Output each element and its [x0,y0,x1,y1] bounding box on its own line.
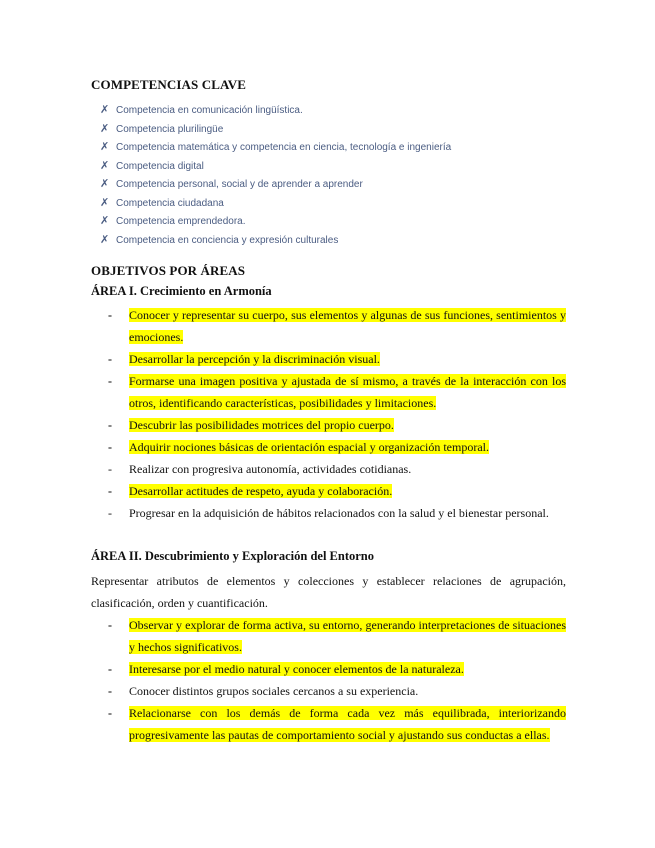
cross-mark-icon: ✗ [100,215,110,227]
competencia-item [100,231,451,250]
competencia-label: Competencia en conciencia y expresión culturales [116,234,339,246]
competencias-list [100,101,451,249]
competencia-label: Competencia matemática y competencia en ciencia, tecnología e ingeniería [116,142,452,153]
competencia-item [100,120,451,139]
competencia-item [100,175,451,194]
dash-marker: - [108,706,112,720]
competencia-item [100,212,451,231]
area2-list [108,614,566,746]
area1-list [108,304,566,524]
cross-mark-icon: ✗ [100,141,110,153]
list-item [108,680,566,702]
objective-text: Realizar con progresiva autonomía, actividades cotidianas. [129,462,412,476]
area2-title: ÁREA II. Descubrimiento y Exploración del Entorno [91,549,375,563]
dash-marker: - [108,662,112,676]
objective-text: Descubrir las posibilidades motrices del propio cuerpo. [129,418,394,432]
objective-text: Conocer distintos grupos sociales cercanos a su experiencia. [129,684,419,698]
objective-text: Progresar en la adquisición de hábitos relacionados con la salud y el bienestar personal. [129,506,549,520]
competencia-label: Competencia plurilingüe [116,123,224,135]
dash-marker: - [108,418,112,432]
list-item [108,370,566,414]
competencia-item [100,138,451,157]
cross-mark-icon: ✗ [100,196,110,209]
objetivos-heading: OBJETIVOS POR ÁREAS [91,263,246,278]
dash-marker: - [108,462,112,476]
list-item [108,614,566,658]
competencia-label: Competencia en comunicación lingüística. [116,105,303,116]
competencias-heading: COMPETENCIAS CLAVE [91,77,247,92]
competencia-label: Competencia personal, social y de aprender a aprender [116,179,363,190]
objective-text: Interesarse por el medio natural y conocer elementos de la naturaleza. [129,662,464,676]
dash-marker: - [108,484,112,498]
area1-title: ÁREA I. Crecimiento en Armonía [91,284,272,298]
area2-intro: Representar atributos de elementos y colecciones y establecer relaciones de agrupación, clasificación, orden y cuantificación. [91,574,566,610]
objective-text: Conocer y representar su cuerpo, sus elementos y algunas de sus funciones, sentimientos y emociones. [129,308,566,344]
list-item [108,436,566,458]
competencia-item [100,101,451,120]
dash-marker: - [108,352,112,366]
dash-marker: - [108,308,112,322]
competencia-label: Competencia digital [116,160,204,172]
dash-marker: - [108,374,112,388]
cross-mark-icon: ✗ [100,122,110,135]
list-item [108,480,566,502]
list-item [108,458,566,480]
cross-mark-icon: ✗ [100,159,110,172]
competencia-label: Competencia emprendedora. [116,216,246,227]
objective-text: Observar y explorar de forma activa, su entorno, generando interpretaciones de situaciones y hechos significativos. [129,618,566,654]
objective-text: Desarrollar actitudes de respeto, ayuda y colaboración. [129,484,393,498]
objective-text: Formarse una imagen positiva y ajustada de sí mismo, a través de la interacción con los otros, identificando características, posibilidades y limitaciones. [129,374,566,410]
list-item [108,304,566,348]
objective-text: Relacionarse con los demás de forma cada vez más equilibrada, interiorizando progresivamente las pautas de comportamiento social y ajustando sus conductas a ellas. [129,706,566,742]
list-item [108,414,566,436]
competencia-item [100,194,451,213]
competencia-label: Competencia ciudadana [116,197,224,209]
list-item [108,502,566,524]
list-item [108,348,566,370]
objective-text: Desarrollar la percepción y la discriminación visual. [129,352,380,366]
list-item [108,702,566,746]
cross-mark-icon: ✗ [100,104,110,116]
dash-marker: - [108,618,112,632]
objective-text: Adquirir nociones básicas de orientación espacial y organización temporal. [129,440,489,454]
cross-mark-icon: ✗ [100,178,110,190]
dash-marker: - [108,440,112,454]
dash-marker: - [108,684,112,698]
dash-marker: - [108,506,112,520]
cross-mark-icon: ✗ [100,233,110,246]
list-item [108,658,566,680]
competencia-item [100,157,451,176]
